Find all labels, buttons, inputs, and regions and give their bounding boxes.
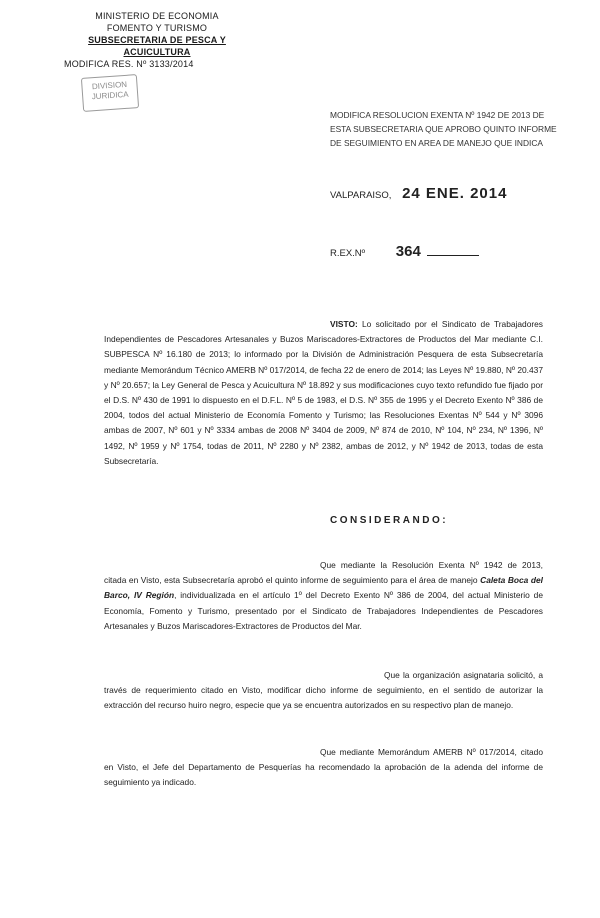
considerando-heading: CONSIDERANDO: [330,515,449,526]
visto-paragraph [104,317,543,469]
considerando-paragraph-2: Que la organización asignataria solicitó, a través de requerimiento citado en Visto, modificar dicho informe de seguimiento, en el sentido de autorizar la extracción del recurso huiro negro, especie que ya se encuentra autorizados en su respectivo plan de manejo. [104,670,543,711]
resolution-number-line [330,243,479,260]
city: VALPARAISO, [330,190,392,201]
rex-underline [427,254,479,256]
stamp-line-2: JURIDICA [91,89,129,102]
rex-label: R.EX.Nº [330,248,366,259]
letterhead [62,10,252,70]
ministry-line-1: MINISTERIO DE ECONOMIA [95,11,219,21]
ministry-line-2: FOMENTO Y TURISMO [106,23,208,33]
visto-label: VISTO: [330,319,358,329]
subsecretaria-title: SUBSECRETARIA DE PESCA Y ACUICULTURA [88,35,226,57]
modifica-resolution: MODIFICA RES. Nº 3133/2014 [64,59,194,69]
date-stamp: 24 ENE. 2014 [402,185,508,202]
stamp-line-1: DIVISION [91,79,128,92]
p1-text-before: Que mediante la Resolución Exenta Nº 1942 de 2013, citada en Visto, esta Subsecretaría aprobó el quinto informe de seguimiento para el área de manejo [104,560,543,586]
reference-summary: MODIFICA RESOLUCION EXENTA Nº 1942 DE 2013 DE ESTA SUBSECRETARIA QUE APROBO QUINTO INFORME DE SEGUIMIENTO EN AREA DE MANEJO QUE INDICA [330,110,557,148]
rex-number: 364 [395,243,421,260]
considerando-paragraph-3: Que mediante Memorándum AMERB Nº 017/2014, citado en Visto, el Jefe del Departamento de Pesquerías ha recomendado la aprobación de la adenda del informe de seguimiento ya indicado. [104,747,543,788]
p1-text-after: , individualizada en el artículo 1º del Decreto Exento Nº 386 de 2004, del actual Ministerio de Economía, Fomento y Turismo, presentado por el Sindicato de Trabajadores Independientes de Pescadores Artesanales y Buzos Mariscadores-Extractores de Productos del Mar. [104,590,543,631]
p1-place-name: Caleta Boca del Barco, IV Región [104,575,543,601]
considerando-paragraph-1 [104,558,543,634]
division-stamp [81,74,139,112]
visto-text: Lo solicitado por el Sindicato de Trabajadores Independientes de Pescadores Artesanales y Buzos Mariscadores-Extractores de Productos del Mar mediante C.I. SUBPESCA Nº 16.180 de 2013; lo informado por la División de Administración Pesquera de esta Subsecretaría mediante Memorándum Técnico AMERB Nº 017/2014, de fecha 22 de enero de 2014; las Leyes Nº 19.880, Nº 20.437 y Nº 20.657; la Ley General de Pesca y Acuicultura Nº 18.892 y sus modificaciones cuyo texto refundido fue fijado por el D.S. Nº 430 de 1991 lo dispuesto en el D.F.L. Nº 5 de 1983, el D.S. Nº 355 de 1995 y el Decreto Exento Nº 386 de 2004, todos del actual Ministerio de Economía Fomento y Turismo; las Resoluciones Exentas Nº 544 y Nº 3096 ambas de 2007, Nº 601 y Nº 3334 ambas de 2008 Nº 3404 de 2009, Nº 874 de 2010, Nº 104, Nº 234, Nº 1396, Nº 1492, Nº 1959 y Nº 1754, todas de 2011, Nº 2280 y Nº 2382, ambas de 2012, y Nº 1942 de 2013, todas de esta Subsecretaría. [104,319,543,466]
dateline [330,185,507,202]
